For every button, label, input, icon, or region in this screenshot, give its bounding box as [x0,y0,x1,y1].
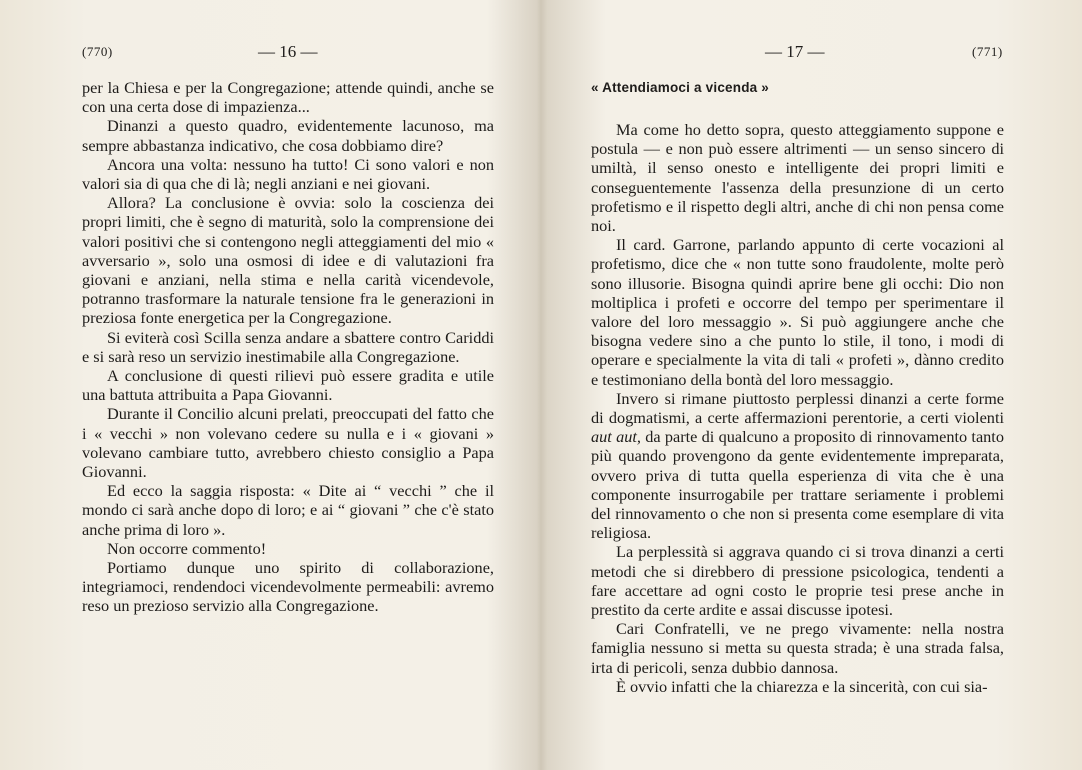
section-title: « Attendiamoci a vicenda » [591,80,770,95]
paragraph: Il card. Garrone, parlando appunto di certe vocazioni al profetismo, dice che « non tutte sono fraudolente, molte però sono illusorie. Bisogna quindi aprire bene gli occhi: Dio non moltiplica i profeti e occorre del tempo per sperimentare il valore del loro messaggio ». Si può aggiungere anche che bisogna vedere sino a che punto lo stile, il tono, i modi di operare e specialmente la vita di tali « profeti », dànno credito e testimoniano della bontà del loro messaggio. [591,235,1004,389]
paragraph: A conclusione di questi rilievi può essere gradita e utile una battuta attribuita a Papa Giovanni. [82,366,494,405]
paragraph: Ancora una volta: nessuno ha tutto! Ci sono valori e non valori sia di qua che di là; negli anziani e nei giovani. [82,154,494,194]
right-page [541,0,1082,770]
paragraph [591,389,1004,543]
paragraph: Ma come ho detto sopra, questo atteggiamento suppone e postula — e non può essere altrimenti — un senso sincero di umiltà, il senso onesto e intelligente dei propri limiti e conseguentemente l'assenza della presunzione di un certo profetismo e il rispetto degli altri, anche di chi non pensa come noi. [591,120,1004,236]
paragraph: La perplessità si aggrava quando ci si trova dinanzi a certi metodi che si direbbero di pressione psicologica, tendenti a fare accettare ad ogni costo le proprie tesi prese anche in prestito da certe ardite e assai discusse ipotesi. [591,542,1004,620]
left-page-body [82,78,494,616]
paragraph: per la Chiesa e per la Congregazione; attende quindi, anche se con una certa dose di impazienza... [82,78,494,117]
paragraph-text: da parte di qualcuno a proposito di rinnovamento tanto più quando provengono da gente evidentemente impreparata, ovvero priva di tutta quella esperienza di vita che è una componente insurrogabile per trattare seriamente i problemi del rinnovamento o che non si presenta come esemplare di vita religiosa. [591,427,1004,543]
running-head-left: (770) [82,44,113,59]
paragraph: Ed ecco la saggia risposta: « Dite ai “ vecchi ” che il mondo ci sarà anche dopo di loro; e ai “ giovani ” che c'è stato anche prima di loro ». [82,481,494,539]
paragraph: Portiamo dunque uno spirito di collaborazione, integriamoci, rendendoci vicendevolmente permeabili: avremo reso un prezioso servizio alla Congregazione. [82,558,494,616]
paragraph: Non occorre commento! [107,538,267,558]
right-page-body [591,120,1004,696]
paragraph: Si eviterà così Scilla senza andare a sbattere contro Cariddi e si sarà reso un servizio inestimabile alla Congregazione. [82,327,494,366]
paragraph: Allora? La conclusione è ovvia: solo la coscienza dei propri limiti, che è segno di maturità, solo la comprensione dei valori positivi che si contengono negli atteggiamenti del mio « avversario », solo una osmosi di idee e di valutazioni fra giovani e anziani, nella stima e nella carità vicendevole, potranno trasformare la naturale tensione fra le generazioni in preziosa fonte energetica per la Congregazione. [82,193,494,328]
paragraph: Durante il Concilio alcuni prelati, preoccupati del fatto che i « vecchi » non volevano cedere su nulla e i « giovani » volevano cambiare tutto, avrebbero chiesto consiglio a Papa Giovanni. [82,404,494,482]
paragraph-text: Invero si rimane piuttosto perplessi dinanzi a certe forme di dogmatismi, a certe affermazioni perentorie, a certi violenti [591,388,1004,428]
paragraph: Cari Confratelli, ve ne prego vivamente: nella nostra famiglia nessuno si metta su questa strada; è una strada falsa, irta di pericoli, senza dubbio dannosa. [591,619,1004,677]
running-head-right: (771) [972,44,1003,59]
italic-phrase: aut aut, [591,427,641,447]
paragraph: Dinanzi a questo quadro, evidentemente lacunoso, ma sempre abbastanza indicativo, che cosa dobbiamo dire? [82,116,494,155]
page-number-left: — 16 — [258,42,318,61]
page-number-right: — 17 — [765,42,825,61]
paragraph: È ovvio infatti che la chiarezza e la sincerità, con cui sia- [616,676,988,696]
